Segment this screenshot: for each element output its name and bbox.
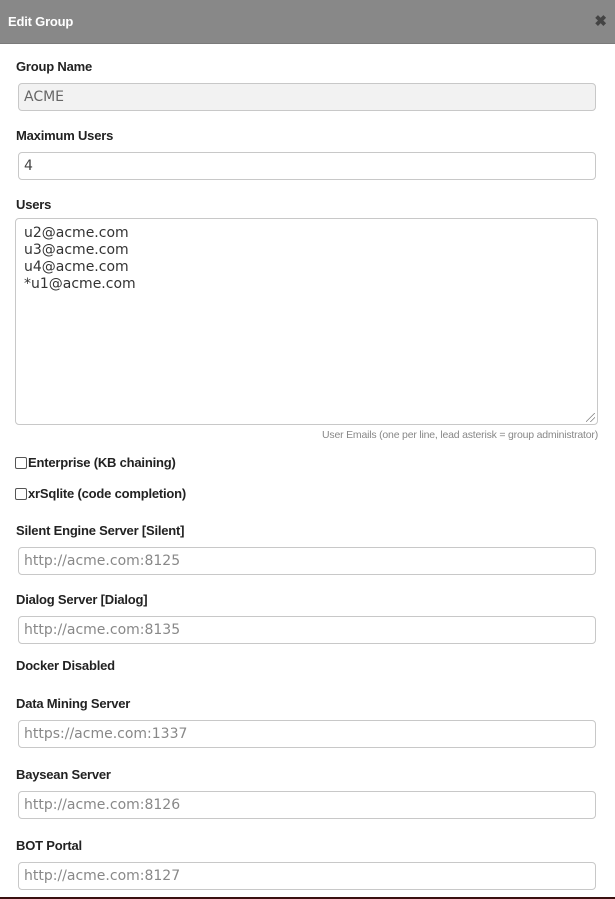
users-textarea[interactable]	[15, 218, 598, 425]
xrsqlite-label: xrSqlite (code completion)	[28, 486, 187, 501]
silent-server-input[interactable]: http://acme.com:8125	[18, 547, 596, 575]
user-line: u4@acme.com	[24, 259, 129, 275]
silent-server-label: Silent Engine Server [Silent]	[16, 523, 185, 538]
group-name-input[interactable]: ACME	[18, 83, 596, 111]
user-line: *u1@acme.com	[24, 276, 136, 292]
close-icon[interactable]: ✖	[594, 13, 607, 30]
user-line: u3@acme.com	[24, 242, 129, 258]
enterprise-checkbox[interactable]	[15, 457, 27, 469]
data-mining-server-input[interactable]: https://acme.com:1337	[18, 720, 596, 748]
enterprise-option[interactable]	[15, 455, 176, 470]
resize-handle-icon[interactable]	[586, 413, 595, 422]
baysean-server-label: Baysean Server	[16, 767, 111, 782]
baysean-server-input[interactable]: http://acme.com:8126	[18, 791, 596, 819]
group-name-label: Group Name	[16, 59, 93, 74]
dialog-header	[0, 0, 615, 44]
max-users-input[interactable]: 4	[18, 152, 596, 180]
bot-portal-label: BOT Portal	[16, 838, 82, 853]
xrsqlite-option[interactable]	[15, 486, 186, 501]
enterprise-label: Enterprise (KB chaining)	[28, 455, 176, 470]
data-mining-server-label: Data Mining Server	[16, 696, 131, 711]
bot-portal-input[interactable]: http://acme.com:8127	[18, 862, 596, 890]
dialog-title: Edit Group	[8, 14, 74, 29]
dialog-server-input[interactable]: http://acme.com:8135	[18, 616, 596, 644]
users-label: Users	[16, 197, 52, 212]
user-line: u2@acme.com	[24, 225, 129, 241]
xrsqlite-checkbox[interactable]	[15, 488, 27, 500]
dialog-server-label: Dialog Server [Dialog]	[16, 592, 148, 607]
max-users-label: Maximum Users	[16, 128, 114, 143]
users-hint: User Emails (one per line, lead asterisk = group administrator)	[322, 429, 598, 441]
docker-status: Docker Disabled	[16, 658, 115, 673]
